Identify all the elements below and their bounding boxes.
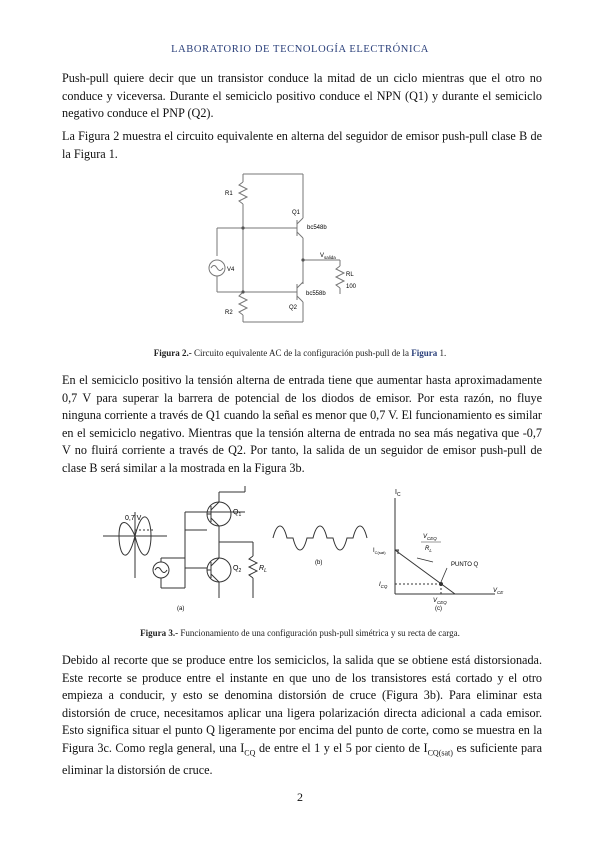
fig2-label-bc548: bc548b: [307, 225, 327, 231]
fig3-label-vceq: $V_{CEQ}$: [433, 598, 447, 605]
page-number: 2: [297, 790, 303, 804]
fig3-label-vce: $V_{CE}$: [493, 588, 504, 595]
page-header: LABORATORIO DE TECNOLOGÍA ELECTRÓNICA: [171, 44, 429, 55]
fig2-label-q1: Q1: [292, 210, 301, 216]
fig2-label-rl-value: 100: [346, 284, 357, 290]
fig3-label-ic: $I_C$: [395, 489, 401, 498]
paragraph-push-pull: Push-pull quiere decir que un transistor conduce la mitad de un ciclo mientras que el otro no conduce y viceversa. Durante el semiciclo positivo conduce el NPN (Q1) y durante el semiciclo negativo conduce el PNP (Q2).: [62, 71, 542, 121]
fig2-label-v4: V4: [227, 267, 235, 273]
figure3-push-pull-operation: [95, 478, 515, 618]
fig3-arrow-punto-q: [441, 568, 447, 582]
fig3-label-rl-den: $R_L$: [425, 546, 432, 553]
paragraph-distorsion-cruce: Debido al recorte que se produce entre los semiciclos, la salida que se obtiene está distorsionada. Este recorte se produce entre el instante en que uno de los transistores está cortado y el otro empieza a conducir, y esto se denomina distorsión de cruce (Figura 3b). Para eliminar esta distorsión de cruce, necesitamos aplicar una ligera polarización directa adicional a cada emisor. Esto significa situar el punto Q ligeramente por encima del punto de corte, como se muestra en la Figura 3c. Como regla general, una $I_{CQ}$ de entre el 1 y el 5 por ciento de $I_{CQ(sat)}$ es suficiente para eliminar la distorsión de cruce.: [62, 653, 542, 777]
fig3-label-icsat: $I_{C(sat)}$: [373, 548, 386, 555]
fig3-label-b: (b): [315, 560, 323, 566]
fig3-arrow-vceq-rl: [417, 558, 433, 562]
paragraph-semiciclo: En el semiciclo positivo la tensión alterna de entrada tiene que aumentar hasta aproximadamente 0,7 V para superar la barrera de potencial de los diodos de emisor. Por esta razón, no fluye ninguna corriente a través de Q1 cuando la señal es menor que 0,7 V. El funcionamiento es similar en el semiciclo negativo. Mientras que la tensión alterna de entrada no sea más negativa que -0,7 V no fluirá corriente a través de Q2. Por tanto, la salida de un seguidor de emisor push-pull de clase B será similar a la mostrada en la Figura 3b.: [62, 373, 542, 475]
fig2-label-rl: RL: [346, 272, 354, 278]
fig2-label-bc558: bc558b: [306, 291, 326, 297]
fig2-label-vsalida: $V_{salida}$: [320, 253, 336, 260]
fig3-label-c: (c): [435, 606, 442, 612]
fig2-label-r2: R2: [225, 310, 233, 316]
fig3-label-0-7v: 0,7 V: [125, 515, 142, 522]
fig2-label-q2: Q2: [289, 305, 298, 311]
fig3-label-punto-q: PUNTO Q: [451, 562, 479, 568]
fig3-label-q1: $Q_1$: [233, 509, 242, 518]
fig3-label-a: (a): [177, 606, 185, 612]
fig3-label-q2: $Q_2$: [233, 565, 242, 574]
fig3-label-vceq-top: $V_{CEQ}$: [423, 534, 437, 541]
figure3-caption: Figura 3.- Funcionamiento de una configuración push-pull simétrica y su recta de carga.: [140, 628, 460, 638]
figure2-caption: Figura 2.- Circuito equivalente AC de la configuración push-pull de la Figura 1.: [153, 348, 447, 358]
fig3-label-icq: $I_{CQ}$: [379, 582, 388, 589]
figure2-circuit: [205, 168, 375, 328]
paragraph-figure2-intro: La Figura 2 muestra el circuito equivalente en alterna del seguidor de emisor push-pull clase B de la Figura 1.: [62, 129, 542, 161]
fig3-label-rl: $R_L$: [259, 565, 267, 574]
fig2-label-r1: R1: [225, 191, 233, 197]
